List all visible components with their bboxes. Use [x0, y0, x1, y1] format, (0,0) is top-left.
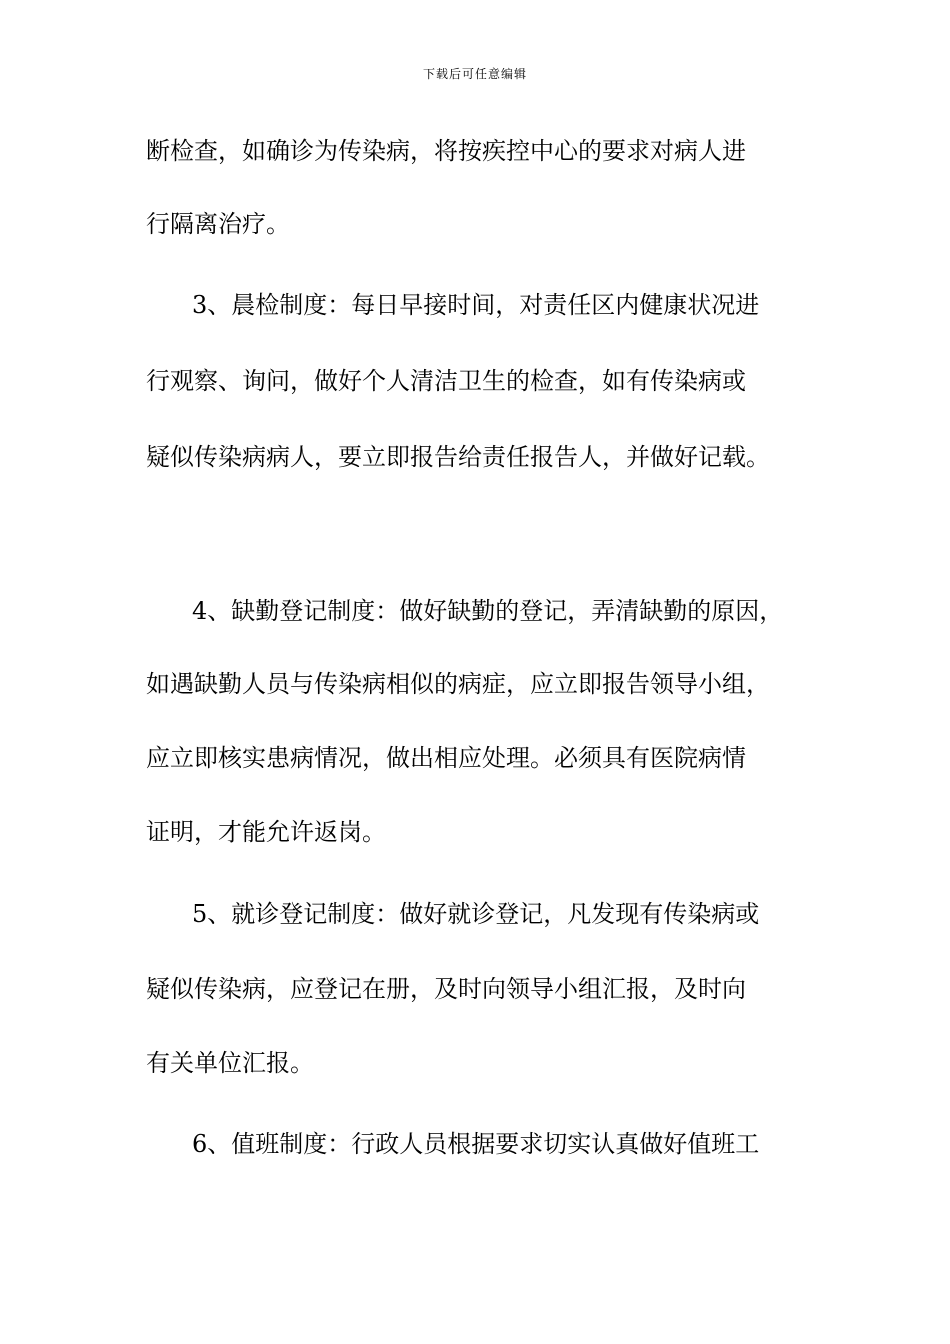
paragraph-start-line: 5、就诊登记制度：做好就诊登记，凡发现有传染病或	[192, 900, 760, 928]
text-line: 行观察、询问，做好个人清洁卫生的检查，如有传染病或	[146, 367, 746, 395]
text-line: 断检查，如确诊为传染病，将按疾控中心的要求对病人进	[146, 137, 746, 165]
text-line: 疑似传染病病人，要立即报告给责任报告人，并做好记载。	[146, 443, 770, 471]
page-header: 下载后可任意编辑	[422, 67, 527, 81]
text-line: 有关单位汇报。	[146, 1049, 314, 1077]
text-line: 疑似传染病，应登记在册，及时向领导小组汇报，及时向	[146, 975, 746, 1003]
text-line: 证明，才能允许返岗。	[146, 818, 386, 846]
paragraph-start-line: 4、缺勤登记制度：做好缺勤的登记，弄清缺勤的原因，	[192, 597, 784, 625]
text-line: 应立即核实患病情况，做出相应处理。必须具有医院病情	[146, 744, 746, 772]
paragraph-start-line: 6、值班制度：行政人员根据要求切实认真做好值班工	[192, 1130, 760, 1158]
text-line: 行隔离治疗。	[146, 210, 290, 238]
paragraph-start-line: 3、晨检制度：每日早接时间，对责任区内健康状况进	[192, 291, 760, 319]
text-line: 如遇缺勤人员与传染病相似的病症，应立即报告领导小组，	[146, 670, 770, 698]
